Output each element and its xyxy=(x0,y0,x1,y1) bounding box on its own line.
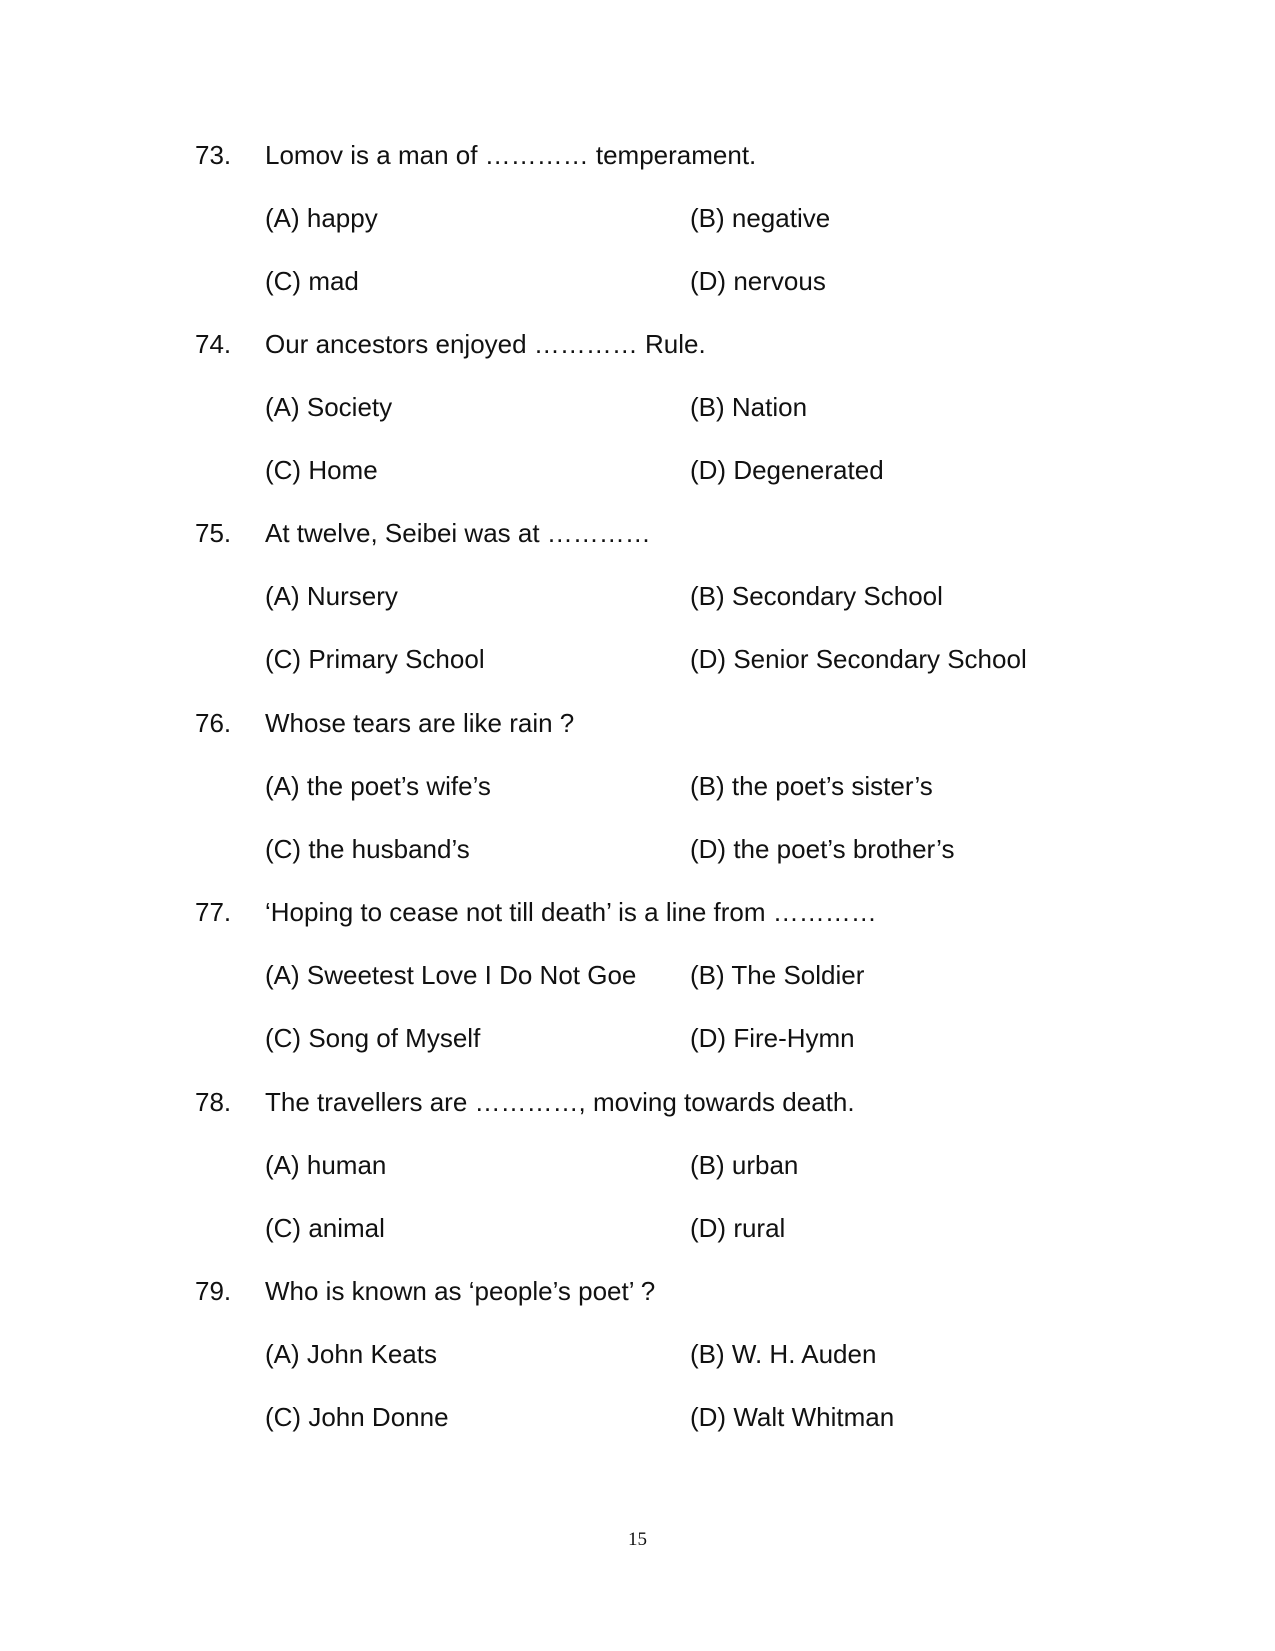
option-c: (C) Primary School xyxy=(265,644,485,674)
question-number: 79. xyxy=(195,1276,232,1306)
option-d: (D) Degenerated xyxy=(690,455,884,485)
question-73 xyxy=(0,138,1275,318)
option-a: (A) Nursery xyxy=(265,581,398,611)
question-number: 74. xyxy=(195,329,232,359)
question-line xyxy=(0,516,1275,550)
option-a: (A) Sweetest Love I Do Not Goe xyxy=(265,960,637,990)
question-74 xyxy=(0,327,1275,507)
question-number: 76. xyxy=(195,708,232,738)
question-number: 78. xyxy=(195,1087,232,1117)
question-number: 73. xyxy=(195,140,232,170)
option-b: (B) the poet’s sister’s xyxy=(690,771,933,801)
option-d: (D) Senior Secondary School xyxy=(690,644,1027,674)
option-b: (B) W. H. Auden xyxy=(690,1339,877,1369)
question-text: ‘Hoping to cease not till death’ is a line from ………… xyxy=(265,897,877,927)
option-a: (A) human xyxy=(265,1150,387,1180)
question-text: Who is known as ‘people’s poet’ ? xyxy=(265,1276,656,1306)
option-c: (C) John Donne xyxy=(265,1402,449,1432)
question-text: The travellers are …………, moving towards death. xyxy=(265,1087,855,1117)
option-c: (C) mad xyxy=(265,266,359,296)
question-line xyxy=(0,1085,1275,1119)
option-c: (C) animal xyxy=(265,1213,385,1243)
question-77 xyxy=(0,895,1275,1075)
question-line xyxy=(0,706,1275,740)
question-text: Lomov is a man of ………… temperament. xyxy=(265,140,757,170)
option-c: (C) Home xyxy=(265,455,378,485)
option-d: (D) Fire-Hymn xyxy=(690,1023,855,1053)
page-number: 15 xyxy=(628,1529,647,1550)
question-75 xyxy=(0,516,1275,696)
option-b: (B) urban xyxy=(690,1150,799,1180)
option-b: (B) negative xyxy=(690,203,831,233)
question-line xyxy=(0,895,1275,929)
question-number: 75. xyxy=(195,518,232,548)
question-76 xyxy=(0,706,1275,886)
question-line xyxy=(0,138,1275,172)
option-c: (C) the husband’s xyxy=(265,834,470,864)
option-d: (D) Walt Whitman xyxy=(690,1402,895,1432)
option-a: (A) the poet’s wife’s xyxy=(265,771,491,801)
question-line xyxy=(0,1274,1275,1308)
option-a: (A) happy xyxy=(265,203,378,233)
question-text: Whose tears are like rain ? xyxy=(265,708,575,738)
option-b: (B) Nation xyxy=(690,392,808,422)
question-text: At twelve, Seibei was at ………… xyxy=(265,518,651,548)
option-d: (D) rural xyxy=(690,1213,786,1243)
option-d: (D) the poet’s brother’s xyxy=(690,834,955,864)
option-d: (D) nervous xyxy=(690,266,826,296)
option-a: (A) John Keats xyxy=(265,1339,437,1369)
question-line xyxy=(0,327,1275,361)
question-78 xyxy=(0,1085,1275,1265)
question-79 xyxy=(0,1274,1275,1454)
option-b: (B) The Soldier xyxy=(690,960,865,990)
question-number: 77. xyxy=(195,897,232,927)
option-b: (B) Secondary School xyxy=(690,581,943,611)
option-a: (A) Society xyxy=(265,392,393,422)
question-text: Our ancestors enjoyed ………… Rule. xyxy=(265,329,706,359)
option-c: (C) Song of Myself xyxy=(265,1023,481,1053)
